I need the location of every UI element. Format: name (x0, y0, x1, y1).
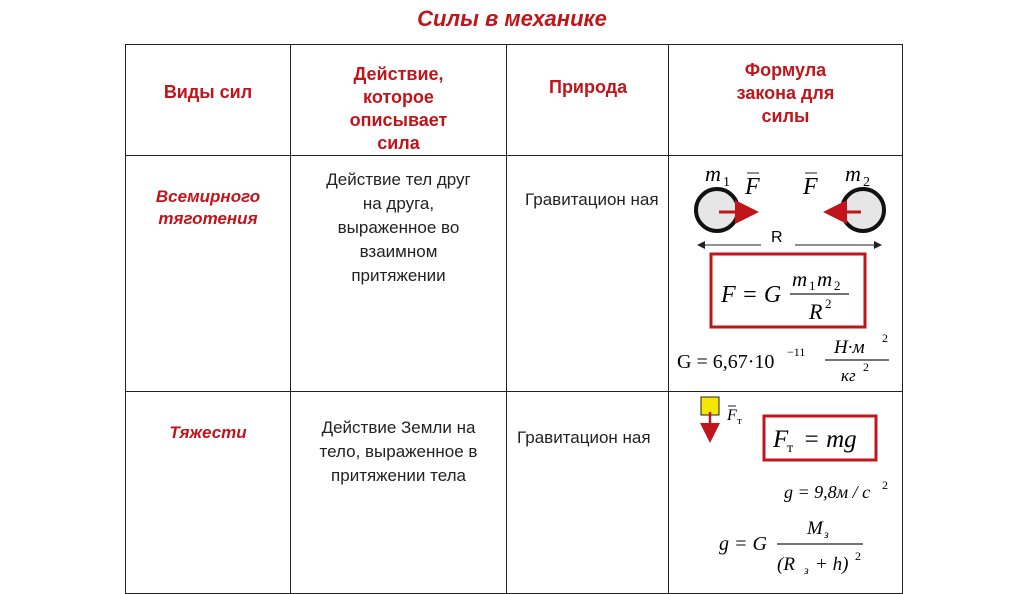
mass-2-label: m (845, 161, 861, 186)
header-kinds (126, 45, 291, 156)
row1-action-text: Действие тел друг на друга, выраженное во взаимном притяжении (326, 170, 471, 285)
header-row (126, 45, 903, 156)
law-num-m2: m (817, 267, 833, 291)
gravity-force-label: F (727, 407, 737, 424)
force-1-label: F (745, 174, 760, 200)
mass-1-circle (696, 189, 738, 231)
law-lhs: F = G (721, 282, 782, 308)
header-formula-text: Формула закона для силы (736, 60, 835, 126)
gravity-force-sub: т (737, 415, 742, 427)
constant-lhs: G = 6,67·10 (677, 351, 775, 373)
row2-action-text: Действие Земли на тело, выраженное в притяжении тела (319, 418, 478, 485)
row1-formula (669, 156, 903, 392)
constant-den: кг (841, 366, 856, 385)
g-formula-den-sub: з (804, 563, 809, 577)
header-action (291, 45, 507, 156)
law-num-sub2: 2 (834, 278, 841, 293)
mass-2-sub: 2 (863, 175, 870, 190)
header-kinds-text: Виды сил (163, 82, 253, 102)
row2-formula (669, 392, 903, 594)
g-formula-den-close: + h) (815, 554, 849, 575)
constant-num-sup: 2 (882, 331, 888, 345)
row2-kind (126, 392, 291, 594)
gravity-law-rhs: = mg (803, 426, 857, 453)
table-row (126, 156, 903, 392)
row1-nature (507, 156, 669, 392)
row1-nature-text: Гравитацион ная (525, 190, 659, 209)
mass-1-label: m (705, 161, 721, 186)
law-num-m1: m (792, 267, 808, 291)
constant-den-sup: 2 (863, 360, 869, 374)
row2-nature (507, 392, 669, 594)
row1-action (291, 156, 507, 392)
g-formula-num: M (807, 518, 823, 539)
gravity-law-lhs: F (773, 426, 789, 453)
law-den-sup: 2 (825, 296, 832, 311)
row1-kind-text: Всемирного тяготения (155, 187, 261, 228)
g-formula-lhs: g = G (719, 533, 767, 555)
force-2-label: F (803, 174, 818, 200)
gravitation-diagram (669, 156, 903, 386)
gravity-diagram (669, 392, 903, 588)
constant-exp: −11 (787, 345, 806, 359)
mass-1-sub: 1 (723, 175, 730, 190)
g-formula-num-sub: з (824, 527, 829, 541)
mass-2-circle (842, 189, 884, 231)
law-den: R (809, 299, 823, 324)
gravity-law-sub: т (787, 441, 794, 456)
row2-action (291, 392, 507, 594)
row2-kind-text: Тяжести (169, 423, 247, 442)
row2-nature-text: Гравитацион ная (517, 428, 651, 447)
law-num-sub1: 1 (809, 278, 816, 293)
header-formula (669, 45, 903, 156)
header-nature-text: Природа (549, 77, 628, 97)
table-row (126, 392, 903, 594)
forces-table (125, 44, 903, 594)
header-nature (507, 45, 669, 156)
g-formula-den-sup: 2 (855, 549, 861, 563)
page-title: Силы в механике (417, 6, 607, 31)
g-formula-den-open: (R (777, 554, 795, 575)
distance-label: R (771, 229, 783, 246)
header-action-text: Действие, которое описывает сила (349, 64, 448, 153)
g-value-sup: 2 (882, 478, 888, 492)
row1-kind (126, 156, 291, 392)
g-value: g = 9,8м / с (784, 482, 871, 502)
constant-num: Н·м (834, 337, 865, 358)
